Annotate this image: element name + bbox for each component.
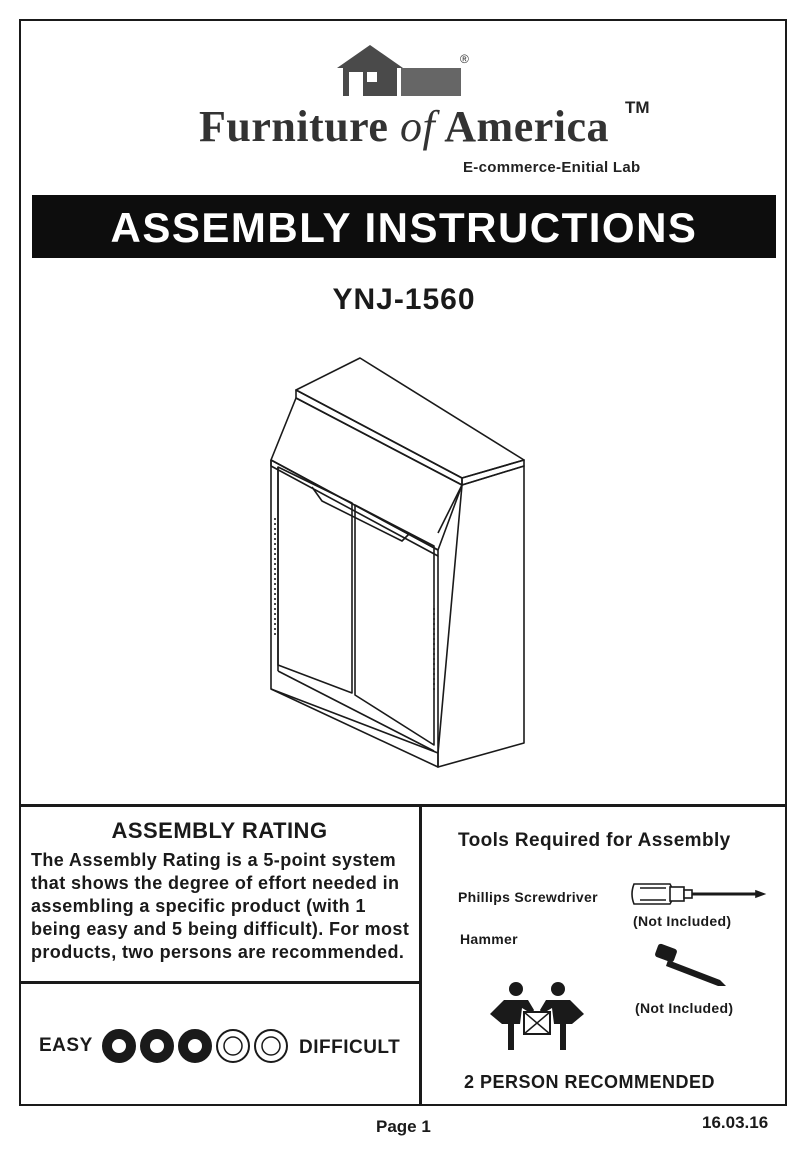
brand-name: Furniture of America <box>198 102 609 151</box>
rating-dot-empty <box>255 1030 287 1062</box>
brand-subtitle: E-commerce-Enitial Lab <box>463 159 641 176</box>
rating-description: The Assembly Rating is a 5-point system that shows the degree of effort needed in assembling a specific product (with 1 being easy and 5 being difficult). For most products, two persons are recommended. <box>31 850 410 962</box>
tool-note-hammer: (Not Included) <box>635 1000 734 1016</box>
rating-dot-filled <box>103 1030 135 1062</box>
hammer-icon <box>654 940 734 990</box>
two-person-label: 2 PERSON RECOMMENDED <box>464 1072 716 1092</box>
section-divider <box>19 804 787 807</box>
model-number: YNJ-1560 <box>332 283 476 316</box>
house-logo-icon <box>337 42 465 98</box>
title-banner: ASSEMBLY INSTRUCTIONS <box>32 195 776 258</box>
page-number: Page 1 <box>376 1117 431 1136</box>
document-date: 16.03.16 <box>702 1113 769 1132</box>
easy-label: EASY <box>39 1035 93 1056</box>
cabinet-illustration-icon <box>262 353 532 773</box>
rating-divider <box>19 981 420 984</box>
rating-dot-filled <box>179 1030 211 1062</box>
screwdriver-icon <box>630 878 770 910</box>
difficult-label: DIFFICULT <box>299 1037 401 1058</box>
registered-mark: ® <box>460 52 469 66</box>
rating-dot-empty <box>217 1030 249 1062</box>
rating-title: ASSEMBLY RATING <box>111 818 328 843</box>
tools-title: Tools Required for Assembly <box>458 830 731 851</box>
tool-name-screwdriver: Phillips Screwdriver <box>458 889 598 905</box>
rating-scale <box>101 1026 296 1066</box>
trademark-mark: TM <box>625 98 650 117</box>
tool-note-screwdriver: (Not Included) <box>633 913 732 929</box>
rating-dot-filled <box>141 1030 173 1062</box>
tool-name-hammer: Hammer <box>460 931 518 947</box>
two-persons-icon <box>482 980 592 1060</box>
